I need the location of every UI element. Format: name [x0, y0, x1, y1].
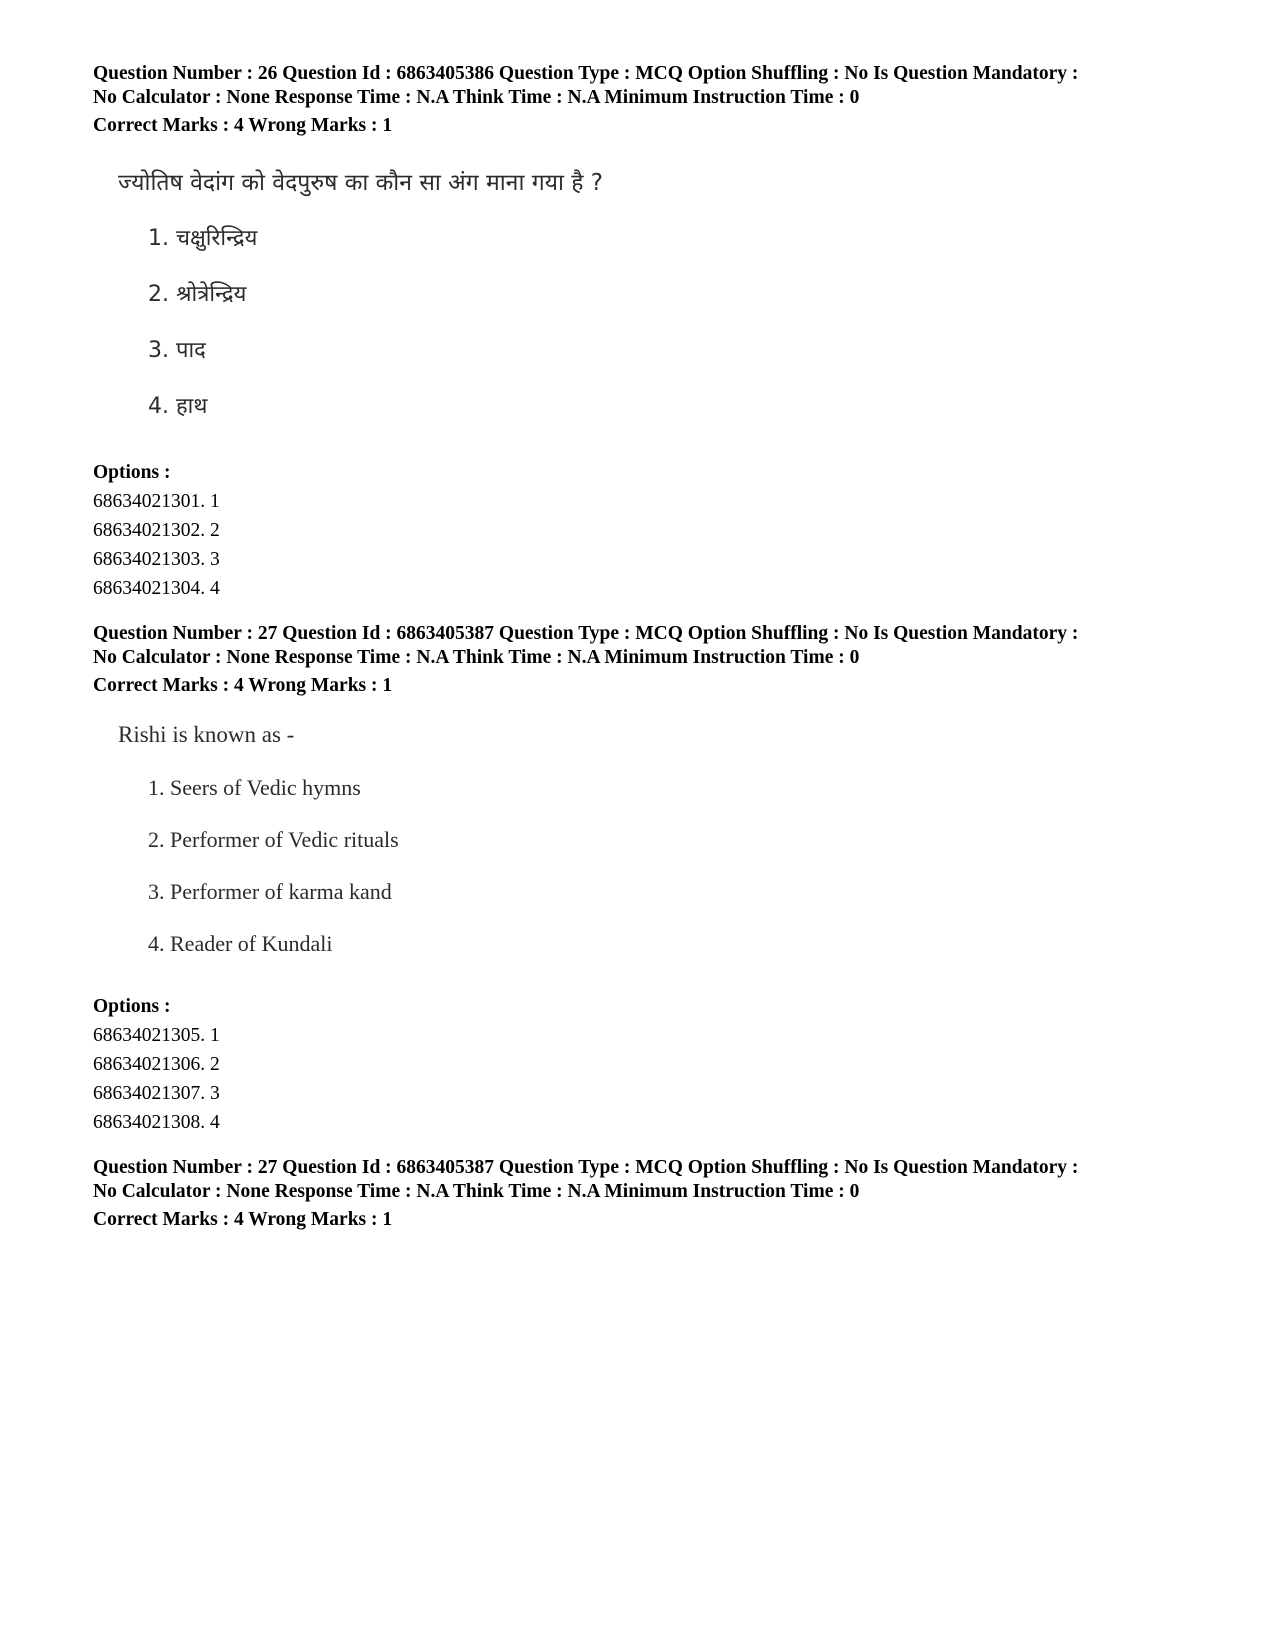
question-meta-line1: Question Number : 26 Question Id : 6863405386 Question Type : MCQ Option Shuffling : No Is Question Mandatory :	[93, 63, 1079, 84]
question-choice: 2. श्रोत्रेन्द्रिय	[148, 282, 247, 307]
question-choice: 2. Performer of Vedic rituals	[148, 827, 399, 852]
option-line: 68634021307. 3	[93, 1083, 220, 1104]
option-line: 68634021306. 2	[93, 1054, 220, 1075]
question-27b-header	[93, 1156, 1213, 1232]
option-line: 68634021301. 1	[93, 491, 220, 512]
question-meta-line2: No Calculator : None Response Time : N.A Think Time : N.A Minimum Instruction Time : 0	[93, 647, 860, 668]
option-line: 68634021302. 2	[93, 520, 220, 541]
question-choice: 3. Performer of karma kand	[148, 879, 392, 904]
question-choice: 1. चक्षुरिन्द्रिय	[148, 226, 258, 251]
question-choice: 3. पाद	[148, 338, 206, 363]
question-27-header	[93, 622, 1213, 698]
question-meta-line2: No Calculator : None Response Time : N.A Think Time : N.A Minimum Instruction Time : 0	[93, 1181, 860, 1202]
question-choice: 4. हाथ	[148, 394, 208, 419]
question-meta-line1: Question Number : 27 Question Id : 6863405387 Question Type : MCQ Option Shuffling : No Is Question Mandatory :	[93, 1157, 1079, 1178]
question-27-options	[93, 992, 1213, 1137]
question-choice: 4. Reader of Kundali	[148, 931, 333, 956]
question-meta-line1: Question Number : 27 Question Id : 6863405387 Question Type : MCQ Option Shuffling : No Is Question Mandatory :	[93, 623, 1079, 644]
option-line: 68634021304. 4	[93, 578, 220, 599]
question-27-body	[118, 720, 399, 958]
question-stem: Rishi is known as -	[118, 722, 295, 747]
question-stem: ज्योतिष वेदांग को वेदपुरुष का कौन सा अंग माना गया है ?	[118, 170, 604, 196]
question-meta-line2: No Calculator : None Response Time : N.A Think Time : N.A Minimum Instruction Time : 0	[93, 87, 860, 108]
question-marks: Correct Marks : 4 Wrong Marks : 1	[93, 1209, 393, 1230]
options-label: Options :	[93, 462, 171, 483]
option-line: 68634021308. 4	[93, 1112, 220, 1133]
options-label: Options :	[93, 996, 171, 1017]
question-marks: Correct Marks : 4 Wrong Marks : 1	[93, 675, 393, 696]
option-line: 68634021305. 1	[93, 1025, 220, 1046]
question-marks: Correct Marks : 4 Wrong Marks : 1	[93, 115, 393, 136]
option-line: 68634021303. 3	[93, 549, 220, 570]
question-26-header	[93, 62, 1213, 138]
question-26-options	[93, 458, 1213, 603]
question-26-body	[118, 168, 603, 422]
question-choice: 1. Seers of Vedic hymns	[148, 775, 361, 800]
